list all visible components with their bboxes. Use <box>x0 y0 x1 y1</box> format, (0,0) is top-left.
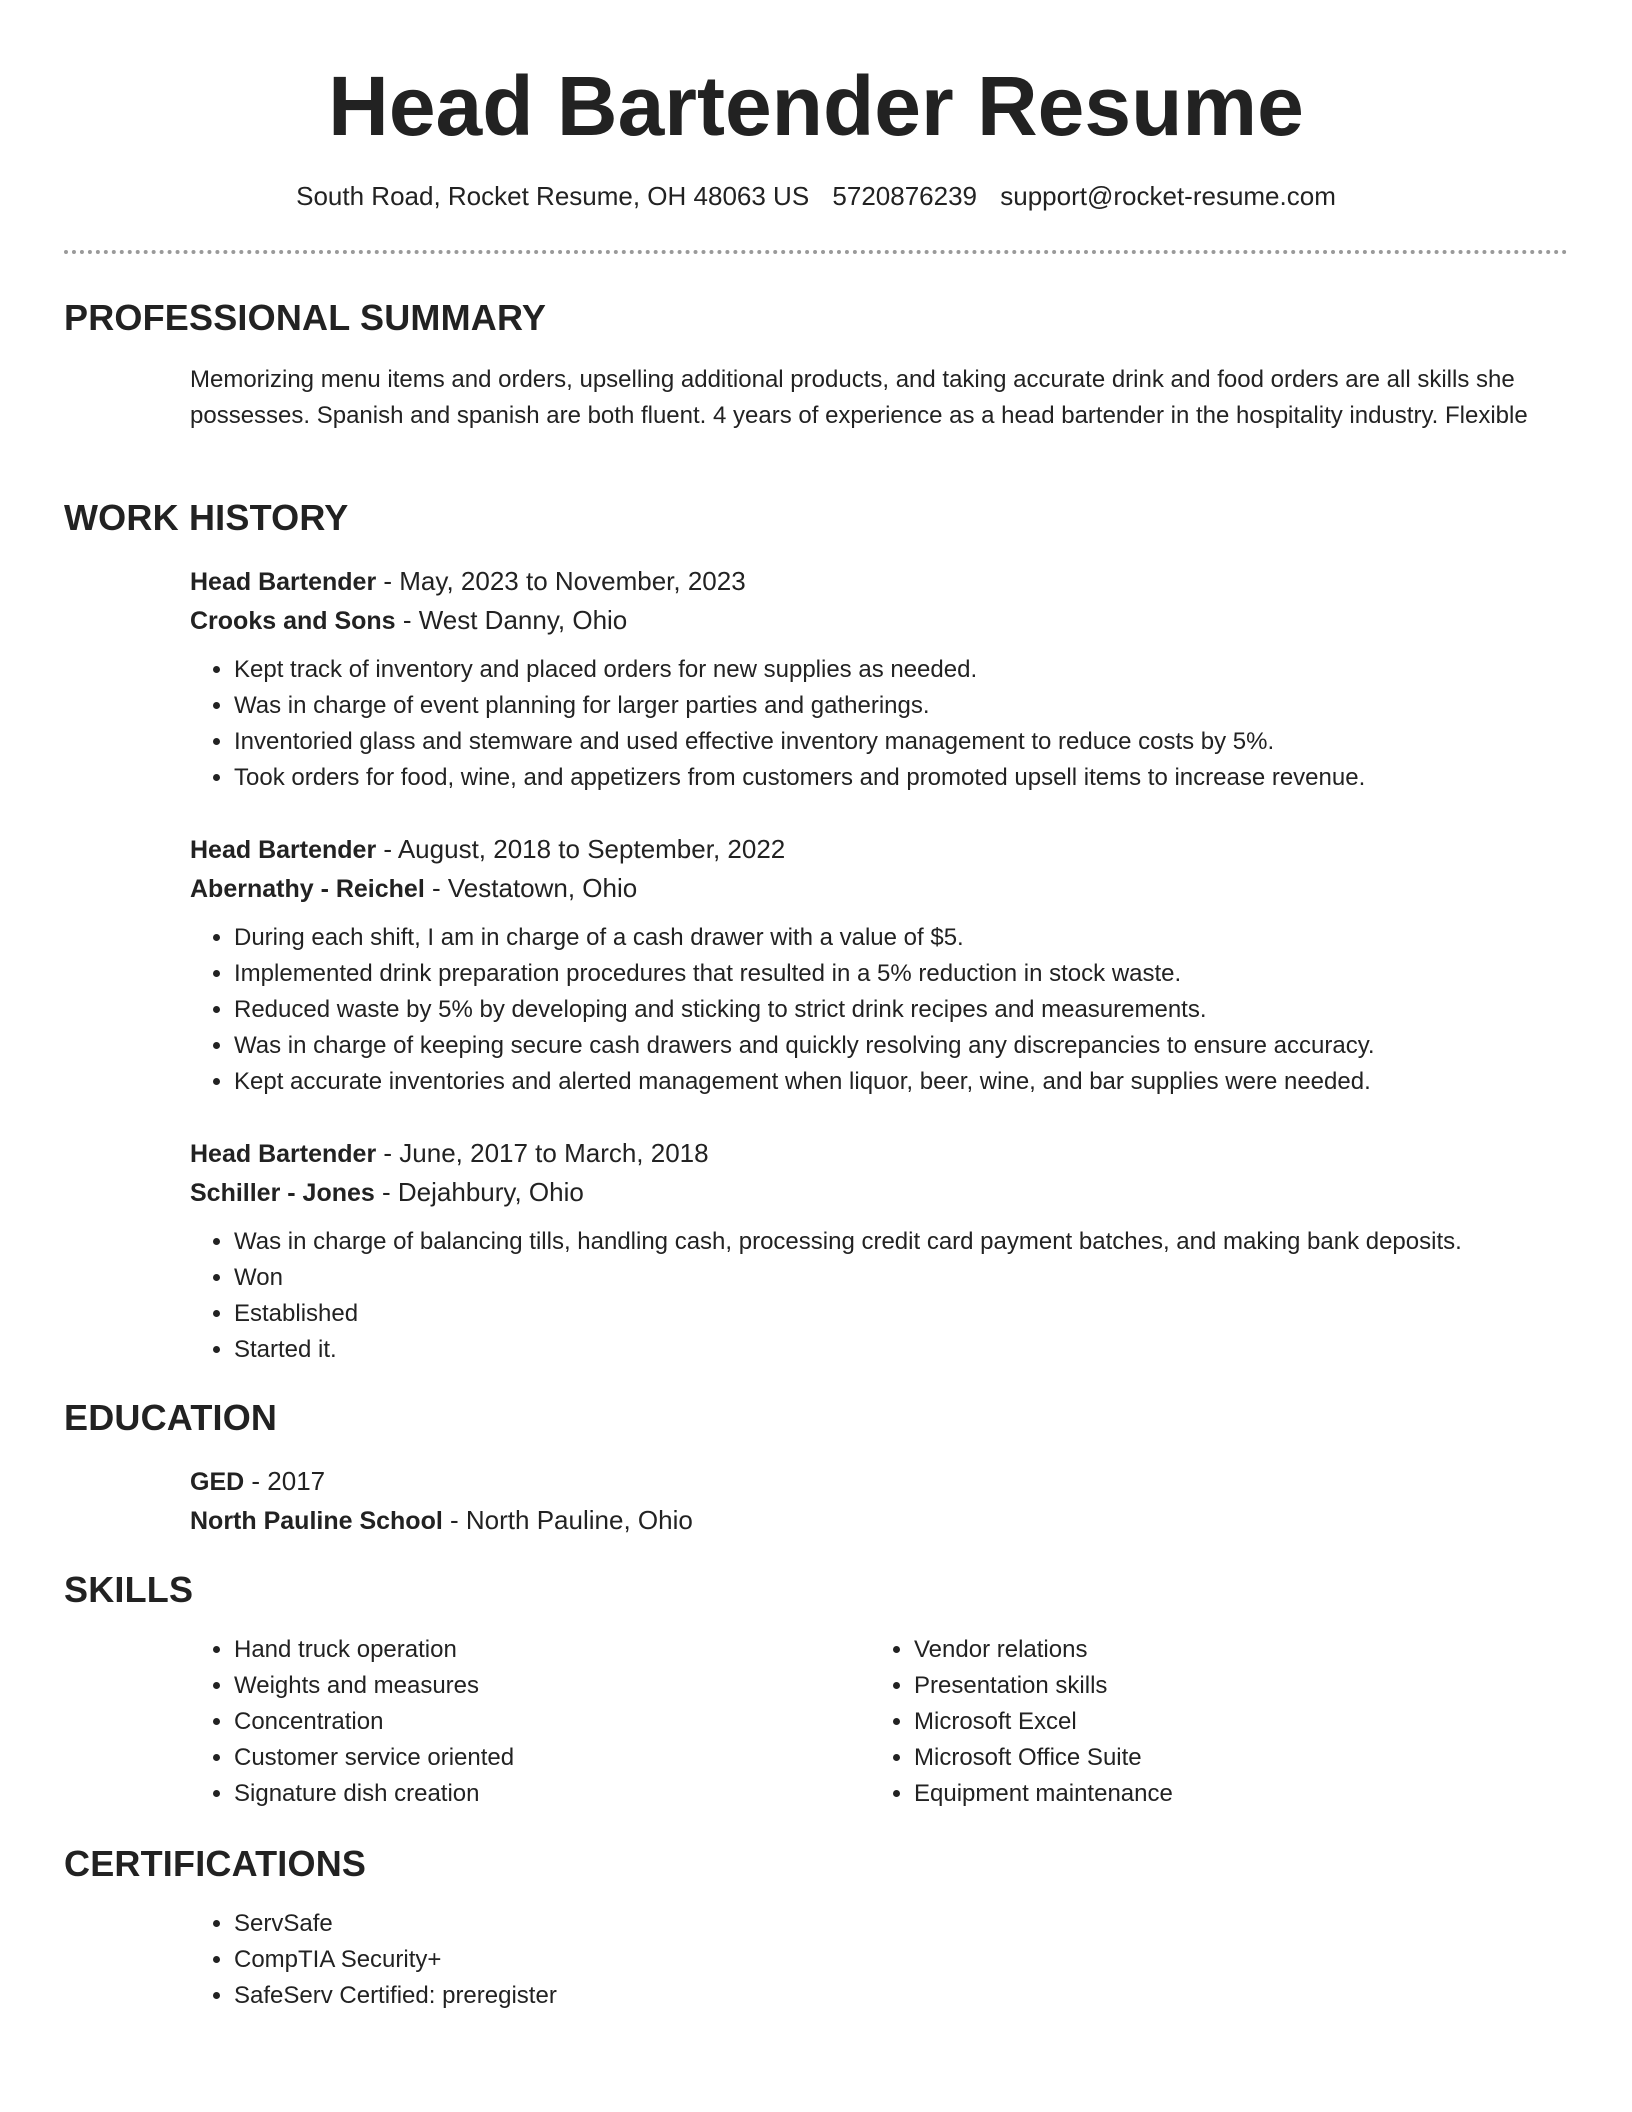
skill-item: • Signature dish creation <box>234 1776 870 1812</box>
job-bullet: • During each shift, I am in charge of a cash drawer with a value of $5. <box>234 920 1570 956</box>
header-divider <box>64 250 1568 254</box>
skill-item: • Vendor relations <box>914 1632 1550 1668</box>
job-bullet: • Started it. <box>234 1332 1570 1368</box>
job-employer: Schiller - Jones <box>190 1179 375 1207</box>
job-entry <box>190 830 1570 1100</box>
contact-line <box>0 180 1632 212</box>
job-title-line <box>190 1134 1570 1173</box>
contact-address: South Road, Rocket Resume, OH 48063 US <box>296 181 810 211</box>
work-history-heading: WORK HISTORY <box>64 497 349 538</box>
job-bullet: • Took orders for food, wine, and appetizers from customers and promoted upsell items to increase revenue. <box>234 760 1570 796</box>
job-title-line <box>190 562 1570 601</box>
job-title: Head Bartender <box>190 1140 377 1168</box>
degree-line <box>190 1462 1570 1501</box>
skill-item: • Equipment maintenance <box>914 1776 1550 1812</box>
job-bullets <box>190 652 1570 796</box>
job-location: - West Danny, Ohio <box>395 605 628 635</box>
skill-item: • Concentration <box>234 1704 870 1740</box>
job-title: Head Bartender <box>190 836 377 864</box>
job-employer: Abernathy - Reichel <box>190 875 425 903</box>
skill-item: • Hand truck operation <box>234 1632 870 1668</box>
job-entry <box>190 1134 1570 1368</box>
contact-phone: 5720876239 <box>832 181 978 211</box>
certifications-list <box>190 1906 1570 2014</box>
skill-item: • Weights and measures <box>234 1668 870 1704</box>
school-name: North Pauline School <box>190 1507 443 1535</box>
certifications-heading: CERTIFICATIONS <box>64 1843 367 1884</box>
school-line <box>190 1501 1570 1540</box>
summary-section <box>190 362 1570 434</box>
job-bullet: • Was in charge of event planning for larger parties and gatherings. <box>234 688 1570 724</box>
job-bullet: • Inventoried glass and stemware and used effective inventory management to reduce costs by 5%. <box>234 724 1570 760</box>
school-location: - North Pauline, Ohio <box>442 1505 693 1535</box>
job-employer-line <box>190 1173 1570 1212</box>
education-heading: EDUCATION <box>64 1397 278 1438</box>
job-title: Head Bartender <box>190 568 377 596</box>
job-bullet: • Was in charge of keeping secure cash drawers and quickly resolving any discrepancies to ensure accuracy. <box>234 1028 1570 1064</box>
resume-title: Head Bartender Resume <box>328 59 1304 153</box>
skills-heading: SKILLS <box>64 1569 194 1610</box>
certifications-column <box>190 1906 870 2014</box>
job-bullet: • Was in charge of balancing tills, handling cash, processing credit card payment batches, and making bank deposits. <box>234 1224 1570 1260</box>
certification-item: • ServSafe <box>234 1906 870 1942</box>
job-location: - Vestatown, Ohio <box>424 873 638 903</box>
job-employer-line <box>190 601 1570 640</box>
degree-year: - 2017 <box>244 1466 326 1496</box>
job-title-line <box>190 830 1570 869</box>
certification-item: • CompTIA Security+ <box>234 1942 870 1978</box>
job-entry <box>190 562 1570 796</box>
job-bullet: • Implemented drink preparation procedures that resulted in a 5% reduction in stock waste. <box>234 956 1570 992</box>
summary-heading: PROFESSIONAL SUMMARY <box>64 297 547 338</box>
job-bullet: • Won <box>234 1260 1570 1296</box>
job-bullets <box>190 1224 1570 1368</box>
skill-item: • Microsoft Excel <box>914 1704 1550 1740</box>
job-bullets <box>190 920 1570 1100</box>
job-bullet: • Established <box>234 1296 1570 1332</box>
job-dates: - August, 2018 to September, 2022 <box>376 834 786 864</box>
skills-column-right <box>870 1632 1550 1812</box>
skill-item: • Presentation skills <box>914 1668 1550 1704</box>
job-dates: - May, 2023 to November, 2023 <box>376 566 746 596</box>
skills-list <box>190 1632 1570 1812</box>
education-entry <box>190 1462 1570 1540</box>
degree: GED <box>190 1468 245 1496</box>
job-bullet: • Reduced waste by 5% by developing and sticking to strict drink recipes and measurements. <box>234 992 1570 1028</box>
job-dates: - June, 2017 to March, 2018 <box>376 1138 709 1168</box>
skill-item: • Customer service oriented <box>234 1740 870 1776</box>
job-location: - Dejahbury, Ohio <box>374 1177 584 1207</box>
job-bullet: • Kept track of inventory and placed orders for new supplies as needed. <box>234 652 1570 688</box>
job-employer: Crooks and Sons <box>190 607 396 635</box>
skills-column-left <box>190 1632 870 1812</box>
job-bullet: • Kept accurate inventories and alerted management when liquor, beer, wine, and bar supplies were needed. <box>234 1064 1570 1100</box>
summary-text: Memorizing menu items and orders, upselling additional products, and taking accurate drink and food orders are all skills she possesses. Spanish and spanish are both fluent. 4 years of experience as a head bartender in the hospitality industry. Flexible <box>190 366 1528 429</box>
certification-item: • SafeServ Certified: preregister <box>234 1978 870 2014</box>
contact-email: support@rocket-resume.com <box>1000 181 1336 211</box>
job-employer-line <box>190 869 1570 908</box>
skill-item: • Microsoft Office Suite <box>914 1740 1550 1776</box>
